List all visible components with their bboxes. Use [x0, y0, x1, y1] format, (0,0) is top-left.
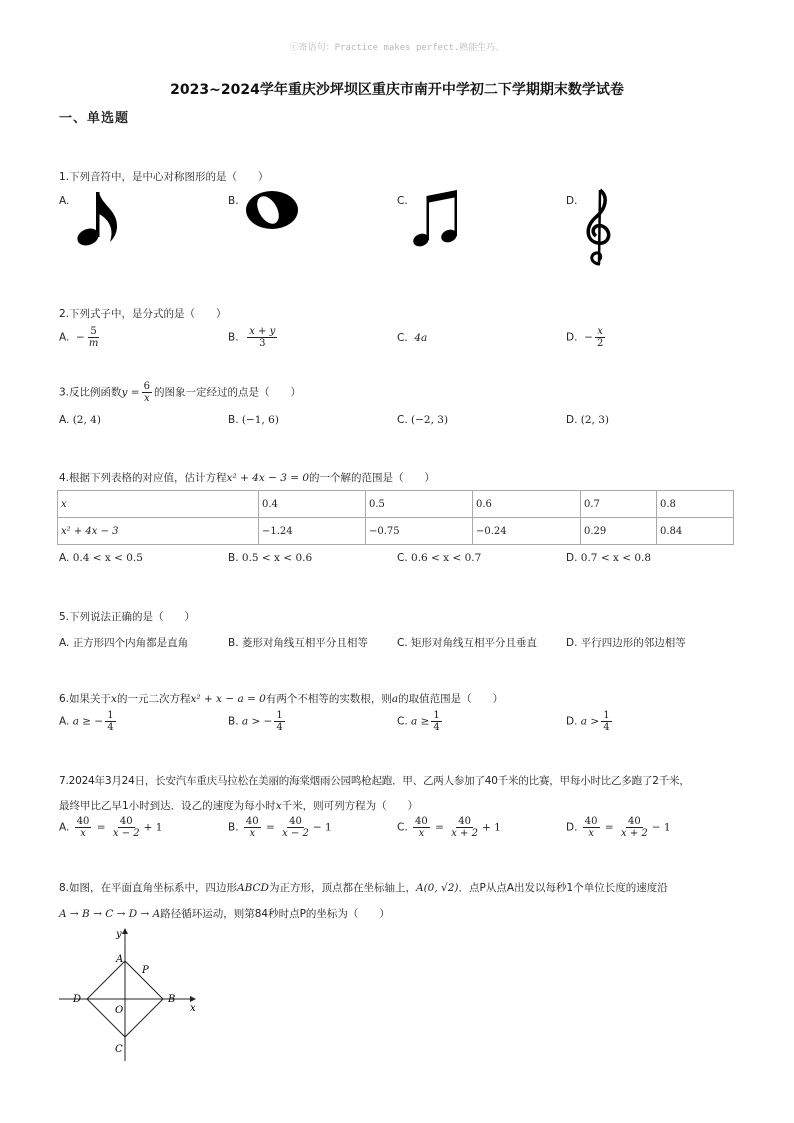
q4-option-b[interactable] [228, 552, 312, 564]
q7-option-d[interactable]: D. $\frac{40}{x}$ = $\frac{40}{x + 2}$ − 1 [566, 816, 671, 839]
fraction [601, 710, 611, 733]
option-label: A. [59, 331, 70, 344]
denominator: 4 [107, 722, 114, 733]
q7-option-a[interactable]: A. $\frac{40}{x}$ = $\frac{40}{x - 2}$ + 1 [59, 816, 163, 839]
option-text: 0.4 < x < 0.5 [72, 552, 143, 564]
q8-stem-line2 [59, 906, 390, 921]
numerator: 40 [245, 816, 259, 827]
q3-stem [59, 381, 301, 404]
option-text: 0.7 < x < 0.8 [580, 552, 652, 564]
option-label: D. [566, 715, 578, 728]
q1-label-b: B. [228, 195, 239, 207]
stem-text: 的取值范围是（ ） [398, 693, 504, 705]
tail: + 1 [143, 821, 163, 834]
option-label: C. [397, 637, 408, 649]
equation: x² + x − a = 0 [190, 693, 266, 705]
q1-label-a: A. [59, 195, 70, 207]
option-label: D. [566, 552, 578, 564]
option-text: (−2, 3) [411, 414, 449, 426]
fraction [431, 710, 441, 733]
table-cell: 0.29 [581, 518, 657, 545]
option-label: A. [59, 637, 70, 649]
axis-label-x: x [190, 1003, 196, 1014]
denominator: x [418, 828, 425, 839]
q6-option-c[interactable] [397, 710, 444, 733]
q6-option-b[interactable] [228, 710, 287, 733]
q2-option-b[interactable] [228, 326, 279, 349]
minus-sign: − [76, 331, 85, 344]
numerator: x [597, 326, 603, 337]
whole-note-icon [244, 188, 302, 232]
option-label: D. [566, 331, 578, 344]
table-cell: 0.8 [657, 491, 734, 518]
option-label: D. [566, 414, 578, 426]
q2-option-d[interactable] [566, 326, 607, 349]
table-cell: −0.24 [473, 518, 581, 545]
vertex-label-a: A [116, 954, 124, 965]
option-text: 菱形对角线互相平分且相等 [241, 637, 368, 649]
numerator: 40 [76, 816, 90, 827]
q3-option-d[interactable] [566, 414, 609, 426]
table-cell: 0.7 [581, 491, 657, 518]
stem-text: 的图象一定经过的点是（ ） [153, 386, 301, 399]
option-label: B. [228, 552, 239, 564]
q6-option-a[interactable] [59, 710, 118, 733]
variable: a [391, 693, 399, 705]
option-label: B. [228, 637, 239, 649]
option-label: C. [397, 821, 408, 834]
stem-text: 的一个解的范围是（ ） [309, 472, 436, 484]
coordinate-figure [55, 925, 205, 1065]
option-label: A. [59, 821, 70, 834]
table-row [58, 491, 734, 518]
table-row [58, 518, 734, 545]
option-text: 4a [414, 332, 428, 344]
exam-title: 2023~2024学年重庆沙坪坝区重庆市南开中学初二下学期期末数学试卷 [170, 82, 624, 98]
beamed-notes-icon [410, 188, 465, 250]
relation: a > − [241, 715, 273, 728]
fraction [583, 816, 600, 839]
section-heading: 一、单选题 [59, 111, 130, 126]
point-label-p: P [142, 965, 149, 976]
fraction [595, 326, 605, 349]
numerator: 6 [143, 381, 150, 392]
table-cell: −0.75 [366, 518, 473, 545]
q3-option-c[interactable] [397, 414, 448, 426]
option-text: (2, 3) [580, 414, 610, 426]
option-text: (2, 4) [72, 414, 101, 426]
q1-label-d: D. [566, 195, 578, 207]
option-label: B. [228, 821, 239, 834]
q5-option-a[interactable] [59, 635, 188, 650]
fraction [619, 816, 650, 839]
stem-text: 千米，则可列方程为（ ） [281, 800, 419, 812]
q5-option-b[interactable] [228, 635, 368, 650]
table-cell: 0.4 [259, 491, 366, 518]
q7-option-b[interactable]: B. $\frac{40}{x}$ = $\frac{40}{x - 2}$ − 1 [228, 816, 332, 839]
table-cell: 0.5 [366, 491, 473, 518]
q2-stem: 2.下列式子中，是分式的是（ ） [59, 308, 227, 320]
numerator: 40 [289, 816, 302, 827]
stem-text: 最终甲比乙早1小时到达．设乙的速度为每小时 [59, 800, 276, 812]
q1-stem: 1.下列音符中，是中心对称图形的是（ ） [59, 171, 269, 183]
relation: a ≥ − [72, 715, 104, 728]
denominator: x [80, 828, 86, 839]
q5-stem: 5.下列说法正确的是（ ） [59, 611, 196, 623]
fraction [449, 816, 480, 839]
denominator: x [249, 828, 256, 839]
stem-text: 路径循环运动，则第84秒时点P的坐标为（ ） [160, 908, 390, 920]
numerator: 1 [603, 710, 610, 721]
stem-text: ．点P从点A出发以每秒1个单位长度的速度沿 [458, 882, 668, 894]
numerator: 40 [584, 816, 598, 827]
denominator: x + 2 [621, 828, 648, 839]
numerator: 40 [458, 816, 471, 827]
numerator: 40 [415, 816, 428, 827]
table-cell: x [58, 491, 259, 518]
fraction [142, 381, 152, 404]
q4-option-d[interactable] [566, 552, 651, 564]
option-label: B. [228, 715, 239, 728]
stem-text: 有两个不相等的实数根，则 [265, 693, 392, 705]
numerator: 1 [107, 710, 114, 721]
vertex-label-c: C [115, 1044, 123, 1055]
numerator: x + y [249, 326, 276, 337]
option-text: 平行四边形的邻边相等 [580, 637, 686, 649]
axis-label-y: y [116, 929, 122, 940]
function-name: y = [121, 386, 140, 399]
numerator: 5 [90, 326, 97, 337]
fraction [247, 326, 277, 349]
vertex-label-d: D [73, 994, 82, 1005]
denominator: x [143, 393, 150, 404]
stem-text: 3.反比例函数 [59, 386, 122, 399]
stem-text: 为正方形，顶点都在坐标轴上， [268, 882, 416, 894]
option-text: 矩形对角线互相平分且垂直 [411, 637, 538, 649]
fraction [111, 816, 142, 839]
option-label: B. [228, 414, 239, 426]
option-label: C. [397, 715, 408, 728]
option-label: D. [566, 821, 578, 834]
denominator: 3 [259, 338, 266, 349]
q3-option-a[interactable] [59, 414, 101, 426]
relation: a > [580, 715, 600, 728]
path: A → B → C → D → A [59, 908, 161, 920]
table-cell: 0.6 [473, 491, 581, 518]
option-text: (−1, 6) [241, 414, 279, 426]
q5-option-d[interactable] [566, 635, 686, 650]
fraction [105, 710, 115, 733]
option-label: D. [566, 637, 578, 649]
option-label: B. [228, 331, 239, 344]
q5-option-c[interactable] [397, 635, 537, 650]
q4-stem [59, 470, 435, 485]
point-a: A(0, √2) [415, 882, 459, 894]
table-cell: x² + 4x − 3 [58, 518, 259, 545]
q6-option-d[interactable] [566, 710, 614, 733]
fraction [244, 816, 261, 839]
eighth-note-icon [72, 186, 124, 250]
variable: x [275, 800, 282, 812]
denominator: 4 [603, 722, 610, 733]
stem-text: 4.根据下列表格的对应值，估计方程 [59, 472, 227, 484]
vertex-label-b: B [168, 994, 176, 1005]
fraction [274, 710, 284, 733]
option-label: C. [397, 332, 408, 344]
tail: − 1 [312, 821, 332, 834]
numerator: 1 [276, 710, 283, 721]
q7-stem-line2 [59, 798, 418, 813]
quad-name: ABCD [237, 882, 269, 894]
stem-text: 8.如图，在平面直角坐标系中，四边形 [59, 882, 238, 894]
watermark: ⓒ寄语句：Practice makes perfect.熟能生巧。 [289, 43, 505, 53]
option-label: C. [397, 552, 408, 564]
denominator: m [88, 338, 99, 349]
value-table [57, 490, 734, 545]
q6-stem [59, 691, 503, 706]
origin-label: O [115, 1005, 124, 1016]
minus-sign: − [584, 331, 593, 344]
fraction [280, 816, 311, 839]
option-text: 正方形四个内角都是直角 [72, 637, 189, 649]
option-text: 0.5 < x < 0.6 [241, 552, 313, 564]
fraction [413, 816, 430, 839]
q4-option-c[interactable] [397, 552, 481, 564]
q3-option-b[interactable] [228, 414, 279, 426]
q2-option-c[interactable] [397, 332, 427, 344]
option-label: A. [59, 552, 70, 564]
q4-option-a[interactable] [59, 552, 143, 564]
denominator: x − 2 [282, 828, 309, 839]
denominator: x [588, 828, 594, 839]
treble-clef-icon [580, 186, 620, 270]
option-label: A. [59, 414, 70, 426]
denominator: 4 [433, 722, 440, 733]
numerator: 40 [119, 816, 133, 827]
denominator: x + 2 [451, 828, 478, 839]
stem-text: 6.如果关于 [59, 693, 112, 705]
q8-stem-line1 [59, 880, 668, 895]
numerator: 1 [433, 710, 440, 721]
denominator: x − 2 [112, 828, 140, 839]
tail: − 1 [651, 821, 671, 834]
table-cell: 0.84 [657, 518, 734, 545]
numerator: 40 [628, 816, 641, 827]
option-label: C. [397, 414, 408, 426]
q1-label-c: C. [397, 195, 408, 207]
denominator: 2 [596, 338, 604, 349]
table-cell: −1.24 [259, 518, 366, 545]
tail: + 1 [481, 821, 501, 834]
q2-option-a[interactable] [59, 326, 102, 349]
q7-option-c[interactable]: C. $\frac{40}{x}$ = $\frac{40}{x + 2}$ + 1 [397, 816, 501, 839]
fraction [75, 816, 92, 839]
denominator: 4 [276, 722, 283, 733]
stem-text: 的一元二次方程 [116, 693, 191, 705]
equation: x² + 4x − 3 = 0 [226, 472, 310, 484]
fraction [87, 326, 100, 349]
option-label: A. [59, 715, 70, 728]
relation: a ≥ [411, 715, 430, 728]
option-text: 0.6 < x < 0.7 [411, 552, 482, 564]
variable: x [111, 693, 117, 705]
q7-stem-line1: 7.2024年3月24日，长安汽车重庆马拉松在美丽的海棠烟雨公园鸣枪起跑．甲、乙两人参加了40千米的比赛，甲每小时比乙多跑了2千米， [59, 775, 690, 787]
